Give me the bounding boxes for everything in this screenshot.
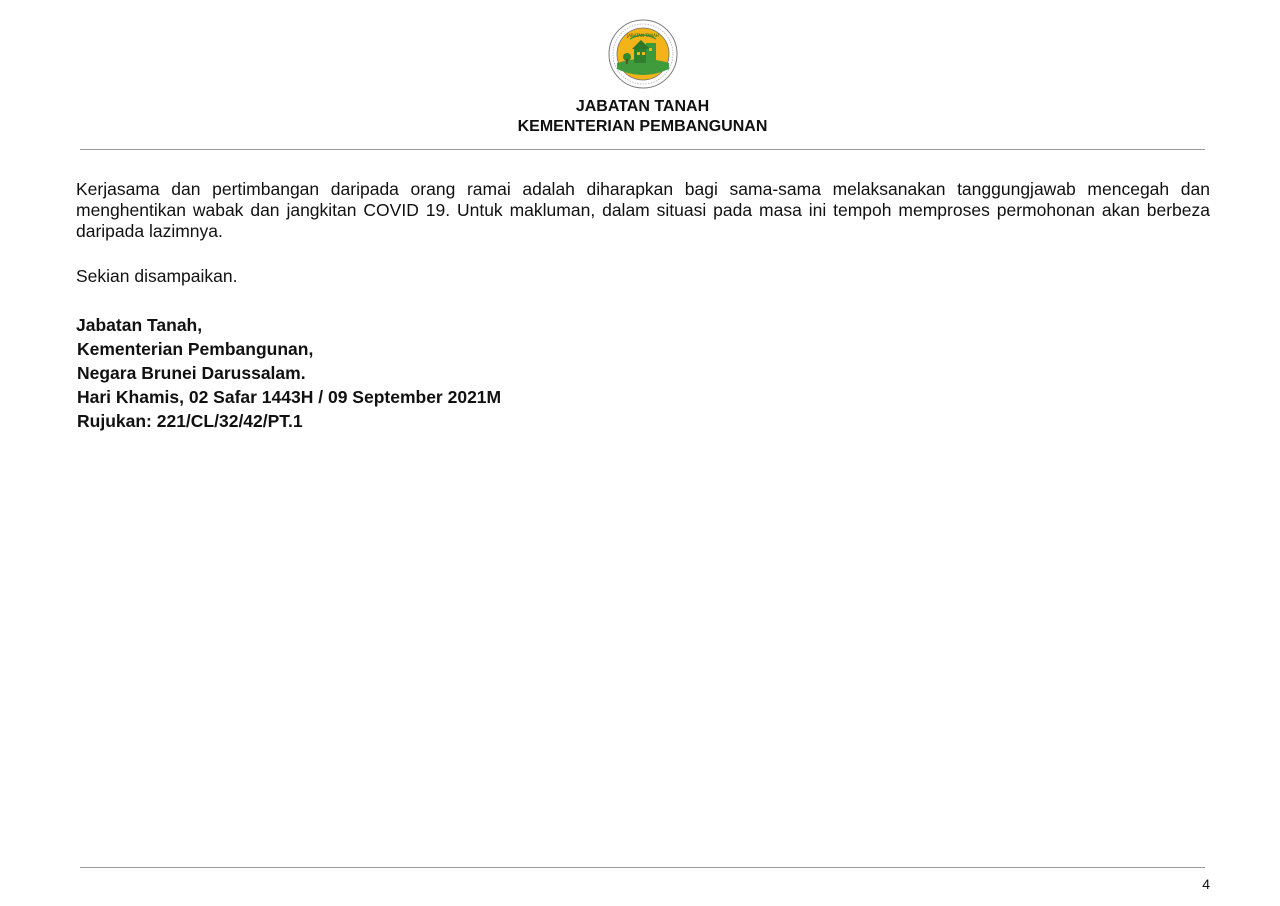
header-divider	[80, 149, 1205, 150]
signature-date: Hari Khamis, 02 Safar 1443H / 09 September 2021M	[77, 387, 502, 407]
closing-remark: Sekian disampaikan.	[76, 266, 238, 286]
footer-divider	[80, 867, 1205, 868]
notice-paragraph: Kerjasama dan pertimbangan daripada orang ramai adalah diharapkan bagi sama-sama melaksanakan tanggungjawab mencegah dan menghentikan wabak dan jangkitan COVID 19. Untuk makluman, dalam situasi pada masa ini tempoh memproses permohonan akan berbeza daripada lazimnya.	[76, 179, 1210, 241]
jabatan-tanah-seal-icon	[608, 19, 678, 89]
ministry-title: KEMENTERIAN PEMBANGUNAN	[517, 118, 768, 135]
signature-department: Jabatan Tanah,	[76, 315, 203, 335]
signature-reference: Rujukan: 221/CL/32/42/PT.1	[77, 411, 303, 431]
page-number: 4	[1202, 876, 1210, 892]
signature-country: Negara Brunei Darussalam.	[77, 363, 306, 383]
department-title: JABATAN TANAH	[575, 98, 710, 115]
signature-ministry: Kementerian Pembangunan,	[77, 339, 314, 359]
seal-caption: JABATAN TANAH	[627, 33, 659, 38]
department-logo	[608, 19, 678, 89]
